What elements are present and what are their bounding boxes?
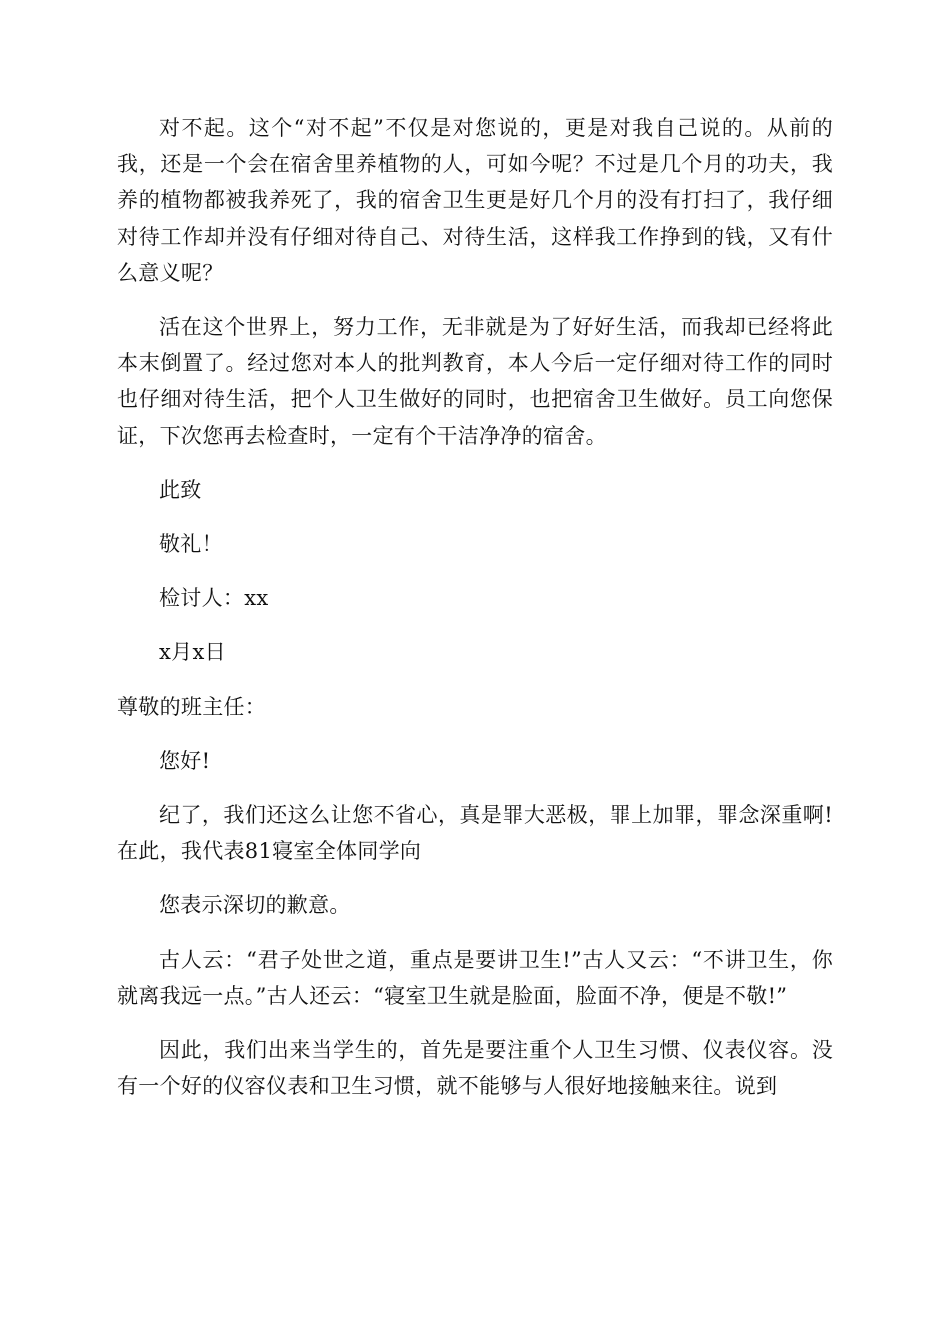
paragraph-life-priority: 活在这个世界上，努力工作，无非就是为了好好生活，而我却已经将此本末倒置了。经过您对本人的批判教育，本人今后一定仔细对待工作的同时也仔细对待生活，把个人卫生做好的同时，也把宿舍卫生做好。员工向您保证，下次您再去检查时，一定有个干洁净净的宿舍。 [117, 315, 833, 448]
document-page [117, 110, 833, 1104]
paragraph-apology-short: 您表示深切的歉意。 [159, 893, 351, 918]
paragraph-ancient-quotes: 古人云：“君子处世之道，重点是要讲卫生!”古人又云：“不讲卫生，你就离我远一点。”古人还云：“寝室卫生就是脸面，脸面不净，便是不敬!” [117, 947, 833, 1008]
paragraph-dorm-81: 纪了，我们还这么让您不省心，真是罪大恶极，罪上加罪，罪念深重啊!在此，我代表81寝室全体同学向 [117, 803, 833, 864]
paragraph-hygiene: 因此，我们出来当学生的，首先是要注重个人卫生习惯、仪表仪容。没有一个好的仪容仪表和卫生习惯，就不能够与人很好地接触来往。说到 [117, 1038, 833, 1099]
paragraph-apology: 对不起。这个“对不起”不仅是对您说的，更是对我自己说的。从前的我，还是一个会在宿舍里养植物的人，可如今呢？不过是几个月的功夫，我养的植物都被我养死了，我的宿舍卫生更是好几个月的没有打扫了，我仔细对待工作却并没有仔细对待自己、对待生活，这样我工作挣到的钱，又有什么意义呢？ [117, 116, 833, 285]
closing-cizhi: 此致 [159, 477, 202, 502]
signature-author: 检讨人：xx [159, 586, 269, 611]
greeting: 您好! [159, 748, 211, 773]
salutation: 尊敬的班主任： [117, 694, 267, 719]
signature-date: x月x日 [159, 640, 226, 665]
closing-jingli: 敬礼！ [159, 532, 223, 557]
